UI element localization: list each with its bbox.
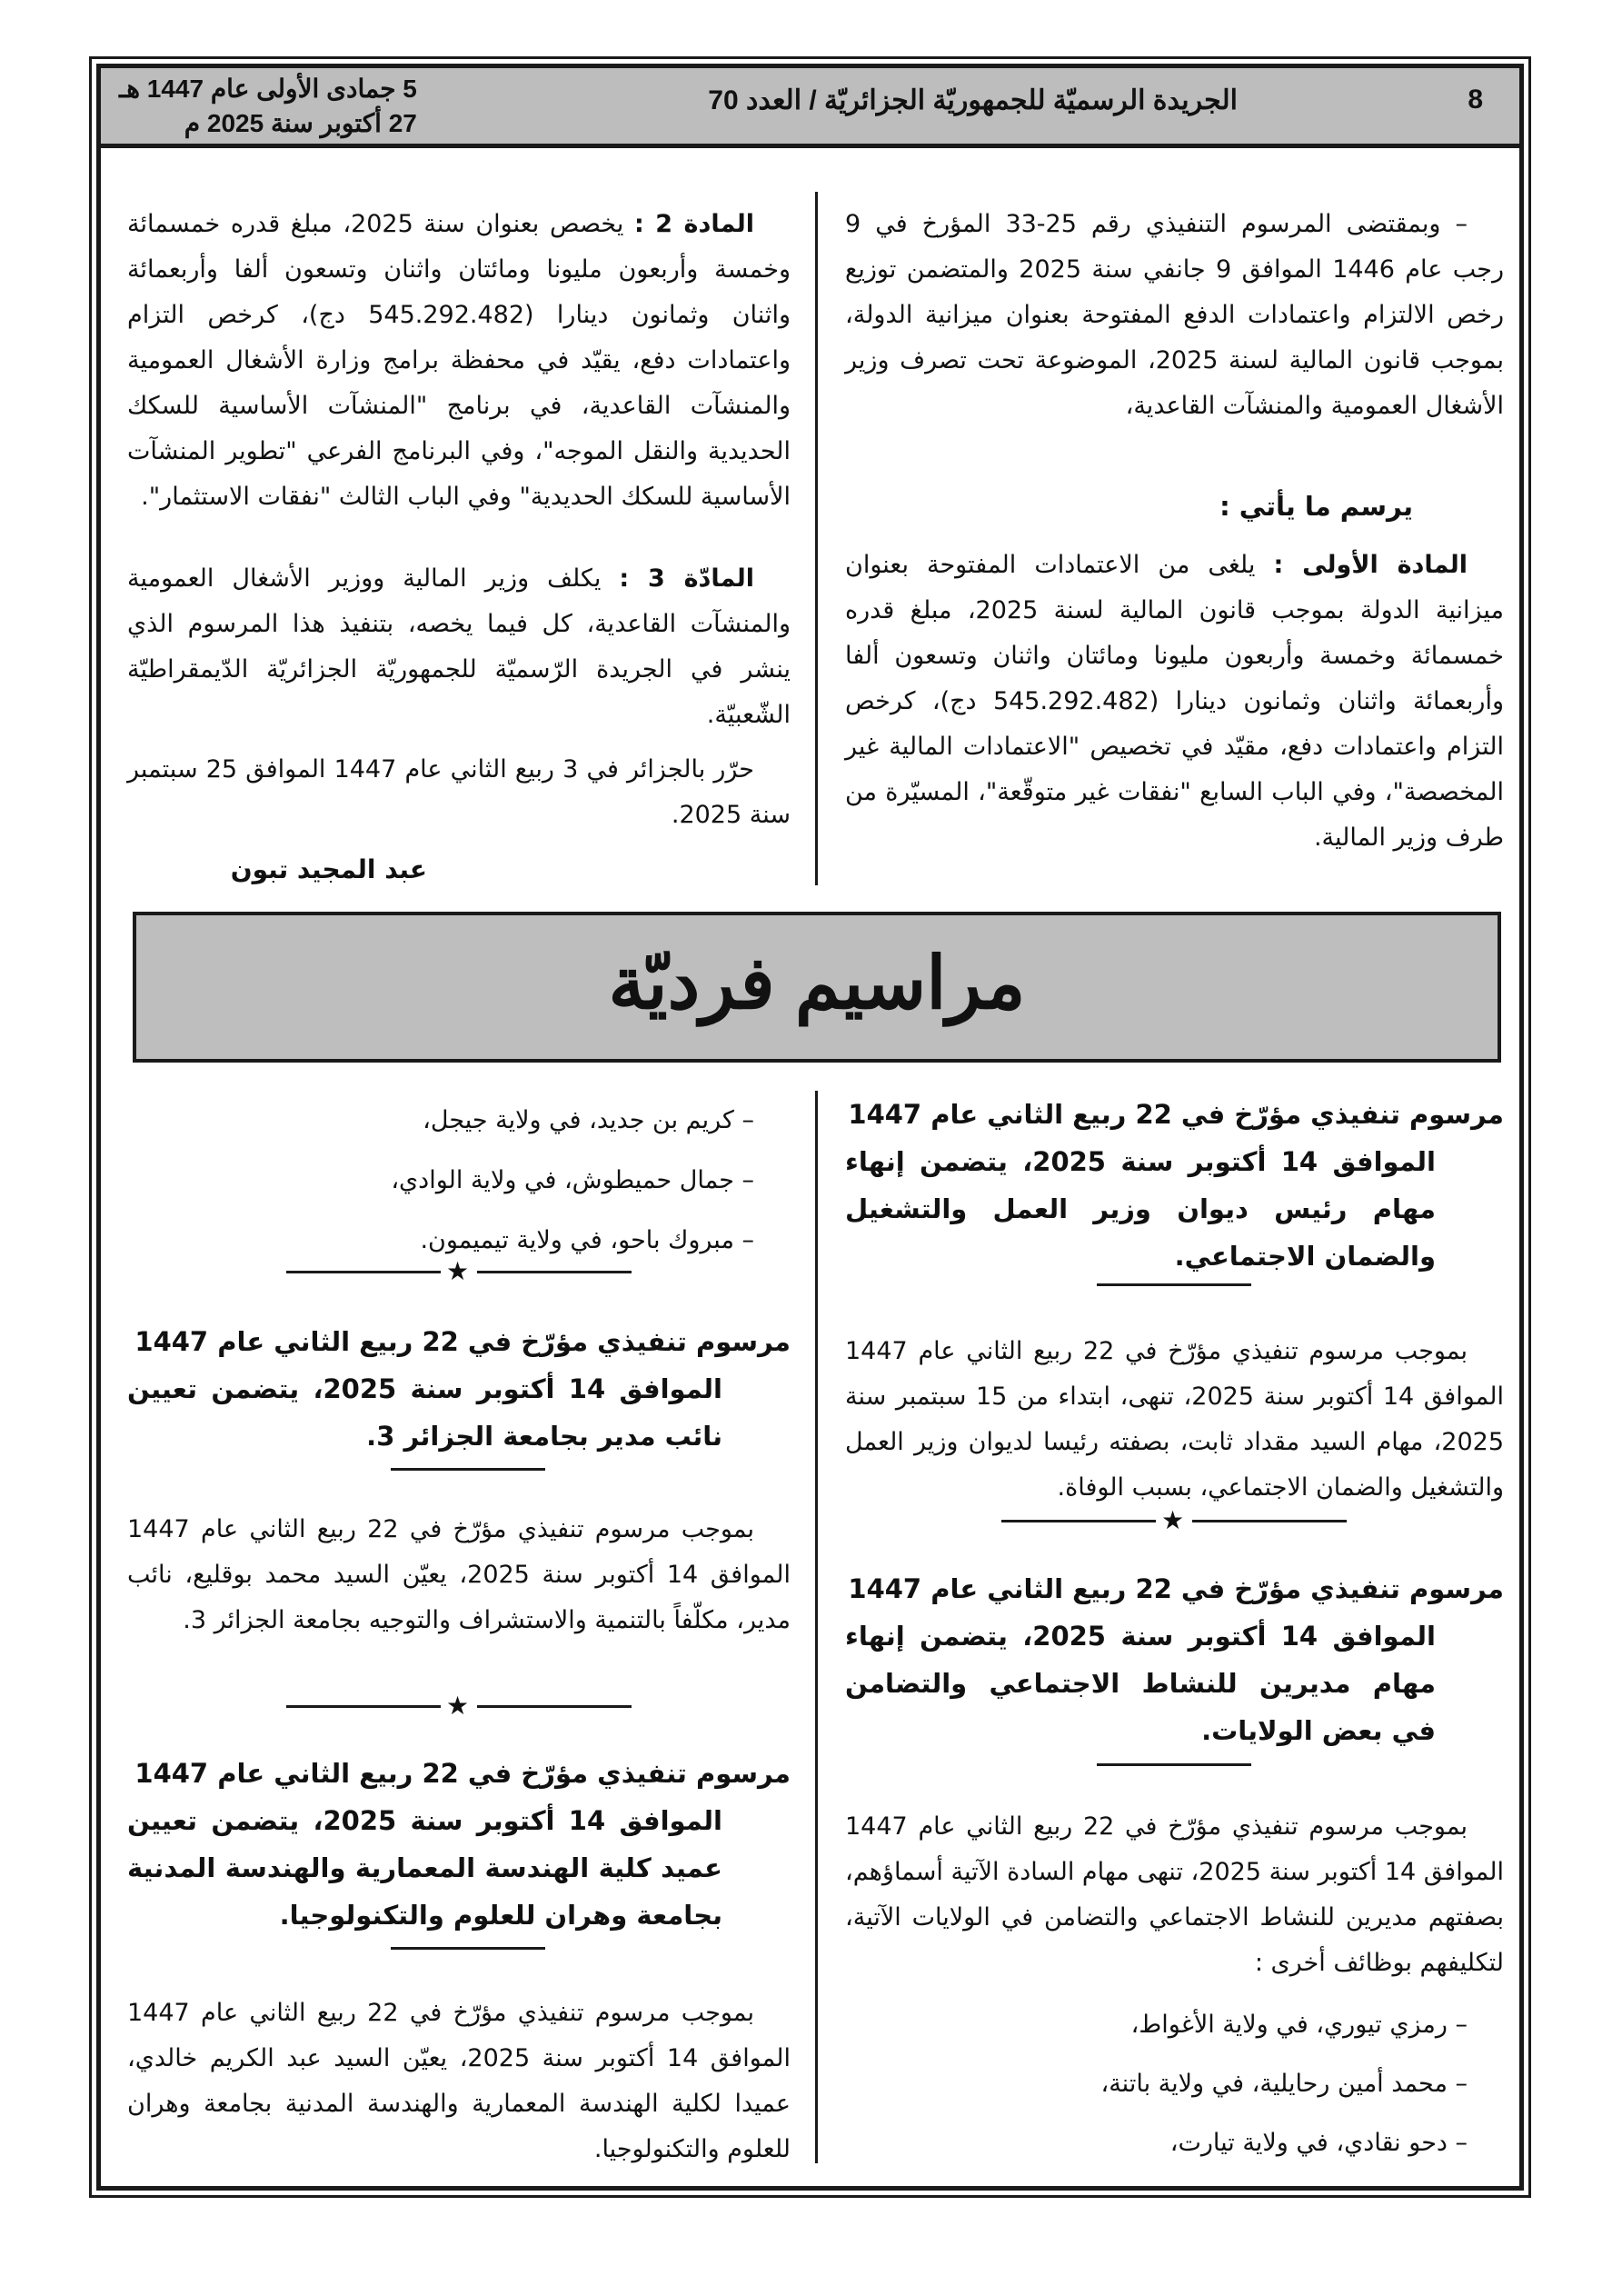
article-1-text: يلغى من الاعتمادات المفتوحة بعنوان ميزانية الدولة بموجب قانون المالية لسنة 2025، مبلغ قدره خمسمائة وخمسة وأربعون مليونا ومائتان واثنان وتسعون ألفا وأربعمائة واثنان وثمانون دينارا (545.292.482 دج)، كرخص التزام واعتمادات دفع، مقيّد في تخصيص "الاعتمادات المالية غير المخصصة"، وفي الباب السابع "نفقات غير متوقّعة"، المسيّرة من طرف وزير المالية. <box>845 551 1504 852</box>
directors-list <box>845 1995 1504 2172</box>
article-3 <box>127 556 791 738</box>
decree-title-line1: مرسوم تنفيذي مؤرّخ في 22 ربيع الثاني عام 1447 <box>134 1758 791 1789</box>
short-rule <box>1097 1763 1251 1766</box>
article-1-label: المادة الأولى : <box>1273 551 1468 579</box>
page-header <box>101 68 1519 148</box>
decree-title <box>127 1318 791 1460</box>
article-3-text: يكلف وزير المالية ووزير الأشغال العمومية والمنشآت القاعدية، كل فيما يخصه، بتنفيذ هذا المرسوم الذي ينشر في الجريدة الرّسميّة للجمهوريّة الجزائريّة الدّيمقراطيّة الشّعبيّة. <box>127 564 791 729</box>
decree-body: بموجب مرسوم تنفيذي مؤرّخ في 22 ربيع الثاني عام 1447 الموافق 14 أكتوبر سنة 2025، يعيّن السيد عبد الكريم خالدي، عميدا لكلية الهندسة المعمارية والهندسة المدنية بجامعة وهران للعلوم والتكنولوجيا. <box>127 1999 791 2163</box>
star-icon: ★ <box>446 1691 470 1721</box>
signature: عبد المجيد تبون <box>230 854 427 884</box>
star-icon: ★ <box>1161 1505 1185 1535</box>
decrees-heading: يرسم ما يأتي : <box>1219 491 1413 522</box>
article-2-text: يخصص بعنوان سنة 2025، مبلغ قدره خمسمائة وخمسة وأربعون مليونا ومائتان واثنان وتسعون ألفا وأربعمائة واثنان وثمانون دينارا (545.292.482 دج)، كرخص التزام واعتمادات دفع، يقيّد في محفظة برامج وزارة الأشغال العمومية والمنشآت القاعدية، في برنامج "المنشآت الأساسية للسكك الحديدية والنقل الموجه"، وفي البرنامج الفرعي "تطوير المنشآت الأساسية للسكك الحديدية" وفي الباب الثالث "نفقات الاستثمار". <box>127 210 791 511</box>
decree-body: بموجب مرسوم تنفيذي مؤرّخ في 22 ربيع الثاني عام 1447 الموافق 14 أكتوبر سنة 2025، يعيّن السيد محمد بوقليع، نائب مدير، مكلّفاً بالتنمية والاستشراف والتوجيه بجامعة الجزائر 3. <box>127 1515 791 1634</box>
decree-2 <box>845 1565 1504 1754</box>
decree-4 <box>127 1750 791 1939</box>
date-gregorian: 27 أكتوبر سنة 2025 م <box>184 109 417 137</box>
issue-date <box>119 72 417 141</box>
decree-title-rest: الموافق 14 أكتوبر سنة 2025، يتضمن إنهاء مهام مديرين للنشاط الاجتماعي والتضامن في بعض الولايات. <box>845 1621 1436 1746</box>
closing-date: حرّر بالجزائر في 3 ربيع الثاني عام 1447 الموافق 25 سبتمبر سنة 2025. <box>127 755 791 829</box>
column-divider-bottom <box>815 1091 818 2163</box>
star-divider <box>286 1258 632 1285</box>
article-1 <box>845 543 1504 861</box>
star-divider <box>286 1692 632 1720</box>
decree-title-line1: مرسوم تنفيذي مؤرّخ في 22 ربيع الثاني عام 1447 <box>848 1099 1504 1130</box>
short-rule <box>391 1947 545 1950</box>
decree-title-line1: مرسوم تنفيذي مؤرّخ في 22 ربيع الثاني عام 1447 <box>134 1326 791 1357</box>
list-item: – دحو نقادي، في ولاية تيارت، <box>1169 2129 1468 2157</box>
column-divider-top <box>815 192 818 885</box>
date-hijri: 5 جمادى الأولى عام 1447 هـ <box>119 75 417 103</box>
journal-title: الجريدة الرسميّة للجمهوريّة الجزائريّة / العدد 70 <box>708 85 1238 115</box>
decree-3 <box>127 1318 791 1460</box>
directors-list-continued <box>127 1091 791 1271</box>
list-item: – مبروك باحو، في ولاية تيميمون. <box>420 1226 754 1254</box>
short-rule <box>1097 1283 1251 1286</box>
preamble-paragraph: – وبمقتضى المرسوم التنفيذي رقم 25-33 المؤرخ في 9 رجب عام 1446 الموافق 9 جانفي سنة 2025 والمتضمن توزيع رخص الالتزام واعتمادات الدفع المفتوحة بعنوان ميزانية الدولة، بموجب قانون المالية لسنة 2025، الموضوعة تحت تصرف وزير الأشغال العمومية والمنشآت القاعدية، <box>845 210 1504 420</box>
decree-title <box>127 1750 791 1939</box>
decree-title-line1: مرسوم تنفيذي مؤرّخ في 22 ربيع الثاني عام 1447 <box>848 1573 1504 1604</box>
list-item: – جمال حميطوش، في ولاية الوادي، <box>391 1166 754 1194</box>
decree-title-rest: الموافق 14 أكتوبر سنة 2025، يتضمن تعيين نائب مدير بجامعة الجزائر 3. <box>127 1373 722 1452</box>
section-banner <box>133 912 1501 1063</box>
short-rule <box>391 1468 545 1471</box>
decree-title-rest: الموافق 14 أكتوبر سنة 2025، يتضمن تعيين عميد كلية الهندسة المعمارية والهندسة المدنية بجامعة وهران للعلوم والتكنولوجيا. <box>127 1805 722 1931</box>
list-item: – محمد أمين رحايلية، في ولاية باتنة، <box>1100 2070 1468 2098</box>
article-2 <box>127 202 791 520</box>
star-divider <box>1001 1507 1347 1534</box>
decree-title <box>845 1091 1504 1280</box>
decree-1 <box>845 1091 1504 1280</box>
article-3-label: المادّة 3 : <box>619 564 755 593</box>
decree-body: بموجب مرسوم تنفيذي مؤرّخ في 22 ربيع الثاني عام 1447 الموافق 14 أكتوبر سنة 2025، تنهى مهام السادة الآتية أسماؤهم، بصفتهم مديرين للنشاط الاجتماعي والتضامن في الولايات الآتية، لتكليفهم بوظائف أخرى : <box>845 1812 1504 1977</box>
section-title: مراسيم فرديّة <box>608 943 1026 1023</box>
page-number: 8 <box>1468 85 1483 115</box>
decree-body: بموجب مرسوم تنفيذي مؤرّخ في 22 ربيع الثاني عام 1447 الموافق 14 أكتوبر سنة 2025، تنهى، ابتداء من 15 سبتمبر سنة 2025، مهام السيد مقداد ثابت، بصفته رئيسا لديوان وزير العمل والتشغيل والضمان الاجتماعي، بسبب الوفاة. <box>845 1337 1504 1502</box>
article-2-label: المادة 2 : <box>634 210 754 238</box>
list-item: – كريم بن جديد، في ولاية جيجل، <box>423 1106 754 1134</box>
decree-title <box>845 1565 1504 1754</box>
star-icon: ★ <box>446 1256 470 1286</box>
decree-title-rest: الموافق 14 أكتوبر سنة 2025، يتضمن إنهاء مهام رئيس ديوان وزير العمل والتشغيل والضمان الاجتماعي. <box>845 1146 1436 1272</box>
list-item: – رمزي تيوري، في ولاية الأغواط، <box>1130 2011 1468 2039</box>
